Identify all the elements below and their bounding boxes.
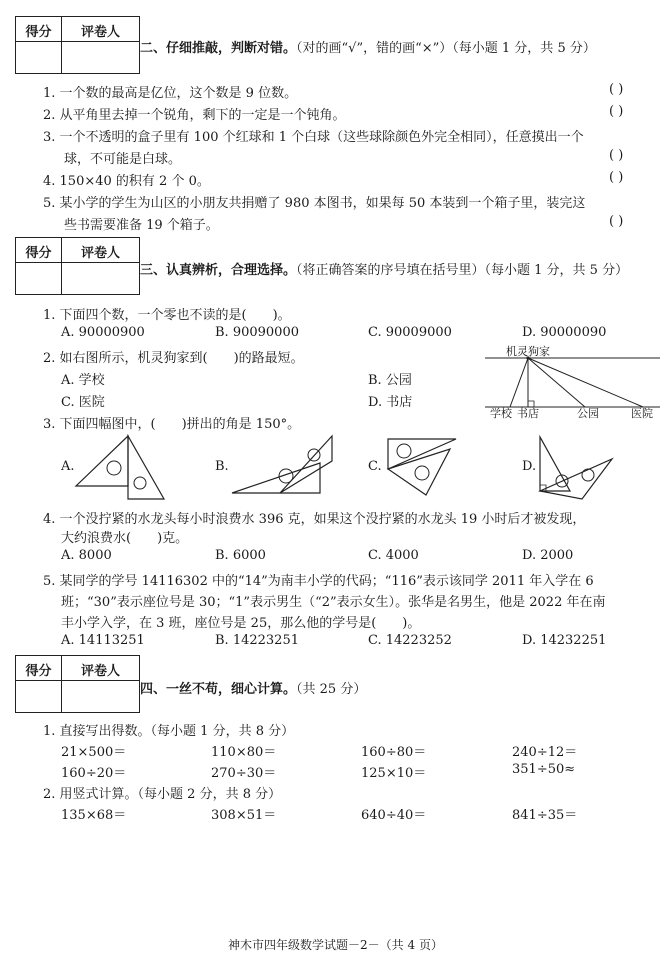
- judge-item-3-line2: 球，不可能是白球。: [64, 152, 182, 167]
- q4-option-a[interactable]: A. 8000: [61, 548, 112, 563]
- judge-item-4: 4. 150×40 的积有 2 个 0。: [43, 174, 210, 189]
- figure-label-park: 公园: [577, 407, 599, 420]
- section2-note: （对的画“√”，错的画“×”）（每小题 1 分，共 5 分）: [296, 41, 596, 56]
- q2-option-b[interactable]: B. 公园: [368, 373, 412, 388]
- calc-item: 841÷35＝: [512, 808, 578, 823]
- score-label: 得分: [25, 664, 52, 679]
- calc-item: 160÷80＝: [361, 745, 427, 760]
- choice-q4-line1: 4. 一个没拧紧的水龙头每小时浪费水 396 克，如果这个没拧紧的水龙头 19 小时后才被发现，: [43, 512, 586, 527]
- section3-note: （将正确答案的序号填在括号里）（每小题 1 分，共 5 分）: [296, 263, 629, 278]
- q2-option-a[interactable]: A. 学校: [61, 373, 105, 388]
- calc-item: 240÷12＝: [512, 745, 578, 760]
- figure-label-hospital: 医院: [631, 407, 653, 420]
- q3-option-b[interactable]: B.: [215, 459, 229, 474]
- choice-q2: 2. 如右图所示，机灵狗家到( )的路最短。: [43, 351, 304, 366]
- calc-item: 21×500＝: [61, 745, 127, 760]
- calc-item: 270÷30＝: [211, 766, 277, 781]
- calc-item: 110×80＝: [211, 745, 277, 760]
- calc-part2-title: 2. 用竖式计算。（每小题 2 分，共 8 分）: [43, 787, 282, 802]
- score-box-section3: [15, 237, 140, 295]
- q1-option-c[interactable]: C. 90009000: [368, 325, 452, 340]
- choice-q5-line2: 班；“30”表示座位号是 30；“1”表示男生（“2”表示女生）。张华是名男生，他是 2022 年在南: [61, 595, 606, 610]
- judge-item-2: 2. 从平角里去掉一个锐角，剩下的一定是一个钝角。: [43, 108, 346, 123]
- choice-q3: 3. 下面四幅图中，( )拼出的角是 150°。: [43, 417, 301, 432]
- score-label: 得分: [25, 25, 52, 40]
- section4-note: （共 25 分）: [296, 682, 367, 697]
- q4-option-b[interactable]: B. 6000: [215, 548, 266, 563]
- figure-label-school: 学校: [490, 407, 512, 420]
- page-footer: 神木市四年级数学试题－2－（共 4 页）: [228, 938, 443, 952]
- choice-q5-line3: 丰小学入学，在 3 班，座位号是 25，那么他的学号是( )。: [61, 616, 421, 631]
- answer-blank-3[interactable]: ( ): [609, 148, 624, 163]
- calc-item: 125×10＝: [361, 766, 427, 781]
- section3-heading: [140, 259, 628, 278]
- calc-item: 640÷40＝: [361, 808, 427, 823]
- choice-q4-line2: 大约浪费水( )克。: [61, 531, 189, 546]
- figure-label-home: 机灵狗家: [506, 345, 550, 358]
- calc-part1-title: 1. 直接写出得数。（每小题 1 分，共 8 分）: [43, 724, 295, 739]
- triangles-figure-d: [534, 433, 620, 501]
- score-box-section4: [15, 655, 140, 713]
- answer-blank-5[interactable]: ( ): [609, 214, 624, 229]
- section4-heading: [140, 678, 366, 697]
- calc-item: 135×68＝: [61, 808, 127, 823]
- q4-option-d[interactable]: D. 2000: [522, 548, 574, 563]
- section4-title: 四、一丝不苟，细心计算。: [140, 682, 297, 697]
- q1-option-b[interactable]: B. 90090000: [215, 325, 299, 340]
- judge-item-1: 1. 一个数的最高是亿位，这个数是 9 位数。: [43, 86, 298, 101]
- judge-item-3-line1: 3. 一个不透明的盒子里有 100 个红球和 1 个白球（这些球除颜色外完全相同），任意摸出一个: [43, 130, 584, 145]
- q4-option-c[interactable]: C. 4000: [368, 548, 419, 563]
- q3-option-d[interactable]: D.: [522, 459, 537, 474]
- score-box-section2: [15, 16, 140, 74]
- triangles-figure-a: [72, 433, 168, 501]
- grader-label: 评卷人: [80, 25, 120, 40]
- answer-blank-1[interactable]: ( ): [609, 82, 624, 97]
- calc-item: 351÷50≈: [512, 762, 576, 777]
- section2-title: 二、仔细推敲，判断对错。: [140, 41, 297, 56]
- q3-option-a[interactable]: A.: [61, 459, 75, 474]
- calc-item: 308×51＝: [211, 808, 277, 823]
- section2-heading: [140, 37, 596, 56]
- q2-option-c[interactable]: C. 医院: [61, 395, 105, 410]
- q2-option-d[interactable]: D. 书店: [368, 395, 413, 410]
- calc-item: 160÷20＝: [61, 766, 127, 781]
- triangles-figure-b: [228, 433, 338, 497]
- q1-option-a[interactable]: A. 90000900: [61, 325, 145, 340]
- answer-blank-4[interactable]: ( ): [609, 170, 624, 185]
- judge-item-5-line2: 些书需要准备 19 个箱子。: [64, 218, 219, 233]
- q3-option-c[interactable]: C.: [368, 459, 382, 474]
- choice-q5-line1: 5. 某同学的学号 14116302 中的“14”为南丰小学的代码；“116”表示该同学 2011 年入学在 6: [43, 574, 594, 589]
- triangles-figure-c: [380, 433, 460, 499]
- q5-option-c[interactable]: C. 14223252: [368, 633, 452, 648]
- q5-option-d[interactable]: D. 14232251: [522, 633, 607, 648]
- answer-blank-2[interactable]: ( ): [609, 104, 624, 119]
- choice-q1: 1. 下面四个数，一个零也不读的是( )。: [43, 308, 291, 323]
- score-label: 得分: [25, 246, 52, 261]
- figure-label-bookstore: 书店: [517, 407, 539, 420]
- q5-option-a[interactable]: A. 14113251: [61, 633, 145, 648]
- section3-title: 三、认真辨析，合理选择。: [140, 263, 297, 278]
- grader-label: 评卷人: [80, 664, 120, 679]
- grader-label: 评卷人: [80, 246, 120, 261]
- judge-item-5-line1: 5. 某小学的学生为山区的小朋友共捐赠了 980 本图书，如果每 50 本装到一个箱子里，装完这: [43, 196, 586, 211]
- q5-option-b[interactable]: B. 14223251: [215, 633, 299, 648]
- q1-option-d[interactable]: D. 90000090: [522, 325, 607, 340]
